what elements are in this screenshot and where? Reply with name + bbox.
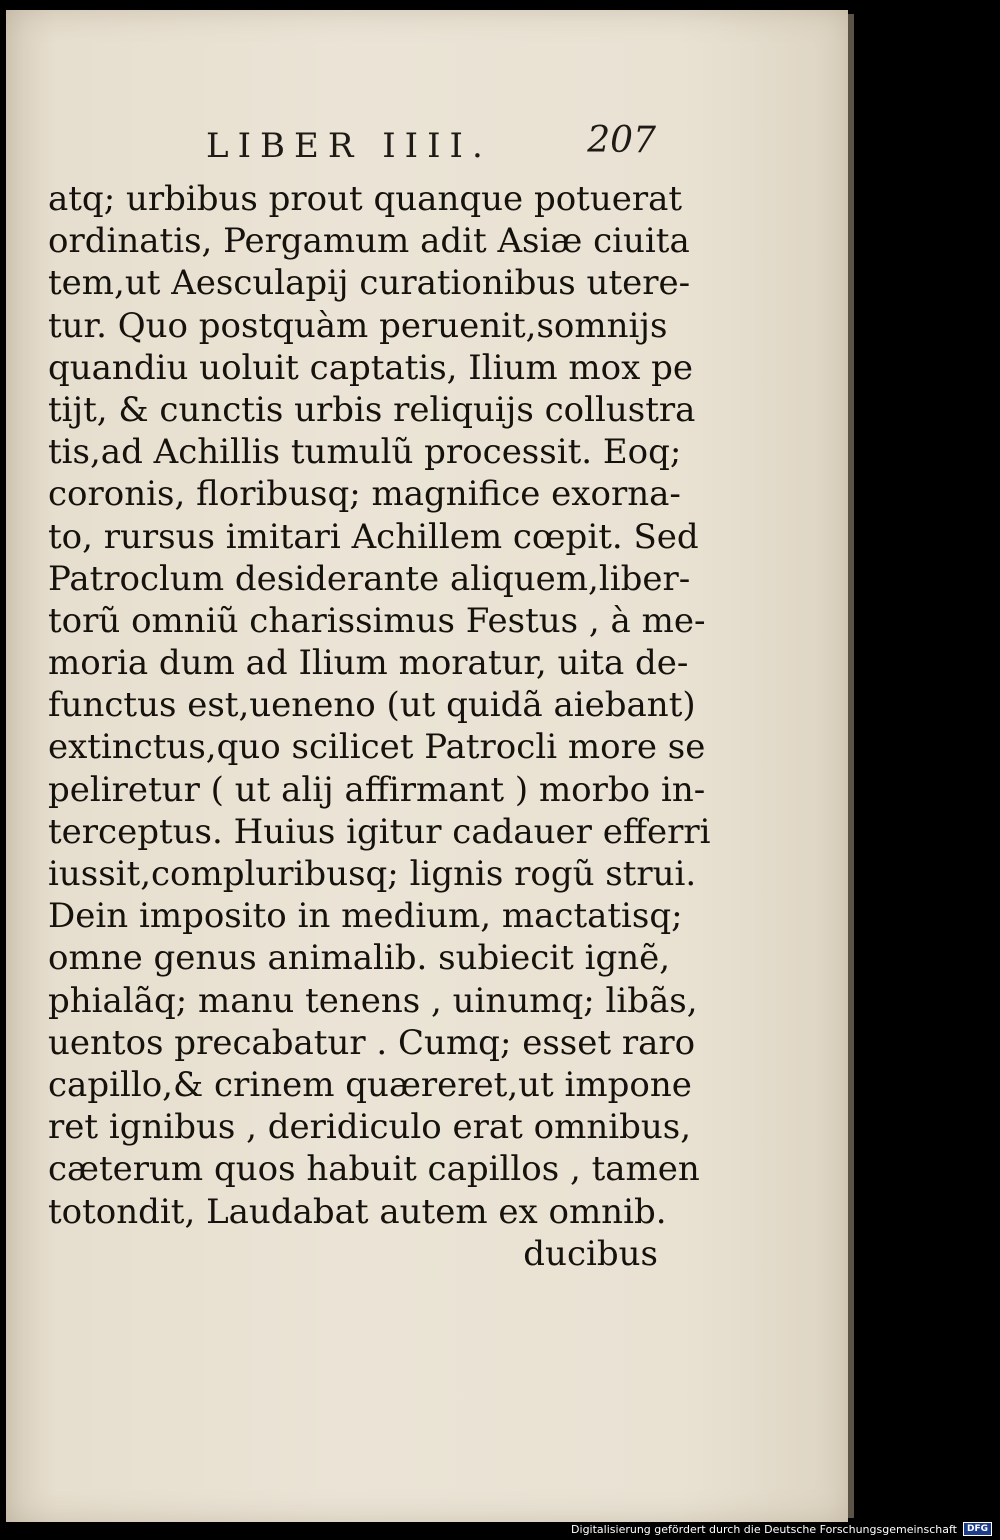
text-line: peliretur ( ut alij affirmant ) morbo in-	[48, 769, 706, 810]
digitization-footer	[571, 1522, 992, 1536]
body-text	[48, 178, 711, 1275]
text-line: terceptus. Huius igitur cadauer efferri	[48, 811, 711, 852]
folio-number: 207	[587, 120, 656, 161]
page-header	[116, 120, 656, 170]
text-line: Patroclum desiderante aliquem,liber-	[48, 558, 691, 599]
text-line: phialãq; manu tenens , uinumq; libãs,	[48, 980, 698, 1021]
text-line: tijt, & cunctis urbis reliquijs collustra	[48, 389, 696, 430]
text-line: uentos precabatur . Cumq; esset raro	[48, 1022, 696, 1063]
text-line: tur. Quo postquàm peruenit,somnijs	[48, 305, 668, 346]
text-line: capillo,& crinem quæreret,ut impone	[48, 1064, 692, 1105]
text-line: omne genus animalib. subiecit ignẽ,	[48, 938, 671, 979]
text-line: extinctus,quo scilicet Patrocli more se	[48, 727, 706, 768]
text-line: torũ omniũ charissimus Festus , à me-	[48, 600, 706, 641]
funding-credit: Digitalisierung gefördert durch die Deutsche Forschungsgemeinschaft	[571, 1522, 957, 1536]
text-line: cæterum quos habuit capillos , tamen	[48, 1149, 700, 1190]
text-line: to, rursus imitari Achillem cœpit. Sed	[48, 516, 699, 557]
text-line: iussit,compluribusq; lignis rogũ strui.	[48, 854, 697, 894]
text-line: tis,ad Achillis tumulũ processit. Eoq;	[48, 432, 682, 473]
catchword: ducibus	[523, 1233, 658, 1274]
text-line: quandiu uoluit captatis, Ilium mox pe	[48, 347, 693, 388]
text-line: atq; urbibus prout quanque potuerat	[48, 179, 683, 219]
text-line: ordinatis, Pergamum adit Asiæ ciuita	[48, 221, 690, 262]
text-line: Dein imposito in medium, mactatisq;	[48, 896, 683, 937]
text-line: ret ignibus , deridiculo erat omnibus,	[48, 1107, 692, 1148]
text-line: functus est,ueneno (ut quidã aiebant)	[48, 685, 696, 726]
dfg-logo: DFG	[963, 1522, 992, 1536]
page-edge	[848, 14, 854, 1518]
book-page	[6, 10, 848, 1522]
text-line: coronis, floribusq; magnifice exorna-	[48, 474, 681, 515]
running-title: LIBER IIII.	[206, 126, 492, 166]
text-line: totondit, Laudabat autem ex omnib.	[48, 1191, 667, 1232]
text-line: moria dum ad Ilium moratur, uita de-	[48, 643, 689, 684]
text-line: tem,ut Aesculapij curationibus utere-	[48, 263, 691, 304]
